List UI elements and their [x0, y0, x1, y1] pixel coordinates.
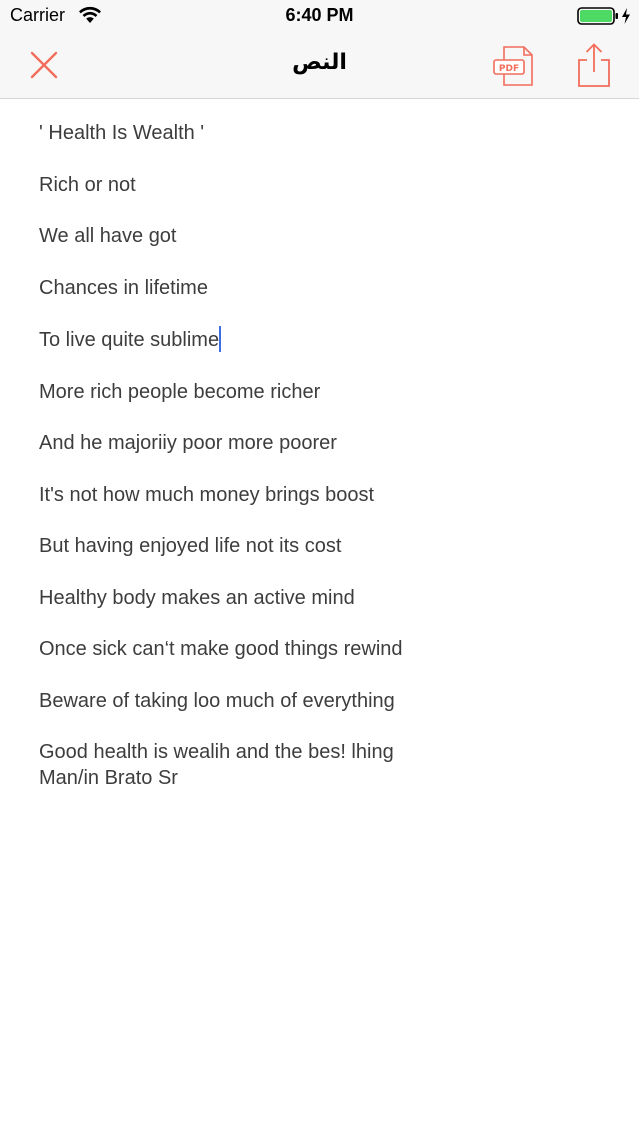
- page-title: النص: [292, 50, 347, 75]
- battery-icon: [577, 7, 633, 25]
- text-line: Healthy body makes an active mind: [39, 586, 355, 609]
- close-icon: [22, 46, 66, 84]
- document-text-editor[interactable]: [39, 120, 619, 791]
- carrier-label: Carrier: [10, 5, 66, 25]
- text-line: ' Health Is Wealth ': [39, 122, 205, 144]
- close-button[interactable]: [22, 46, 66, 84]
- text-cursor: [219, 326, 221, 352]
- text-line-content: To live quite sublime: [39, 329, 220, 351]
- text-line: We all have got: [39, 225, 177, 247]
- text-line: More rich people become richer: [39, 380, 321, 403]
- export-pdf-button[interactable]: [490, 44, 536, 88]
- share-icon: [574, 42, 614, 88]
- text-line: And he majoriiy poor more poorer: [39, 432, 337, 454]
- text-line: Chances in lifetime: [39, 276, 208, 299]
- status-bar: [0, 0, 639, 32]
- text-line-with-cursor: [39, 326, 619, 353]
- text-line: Good health is wealih and the bes! lhing: [39, 741, 394, 763]
- navigation-bar: [0, 32, 639, 99]
- pdf-icon: [490, 44, 536, 88]
- text-line: Man/in Brato Sr: [39, 767, 178, 789]
- text-line: But having enjoyed life not its cost: [39, 535, 342, 557]
- text-line: It's not how much money brings boost: [39, 483, 375, 506]
- pdf-icon-label: PDF: [498, 64, 520, 74]
- clock: 6:40 PM: [285, 5, 354, 25]
- share-button[interactable]: [574, 42, 614, 88]
- text-line: Once sick can‘t make good things rewind: [39, 638, 403, 660]
- text-line: Rich or not: [39, 173, 136, 196]
- text-line: Beware of taking loo much of everything: [39, 689, 395, 712]
